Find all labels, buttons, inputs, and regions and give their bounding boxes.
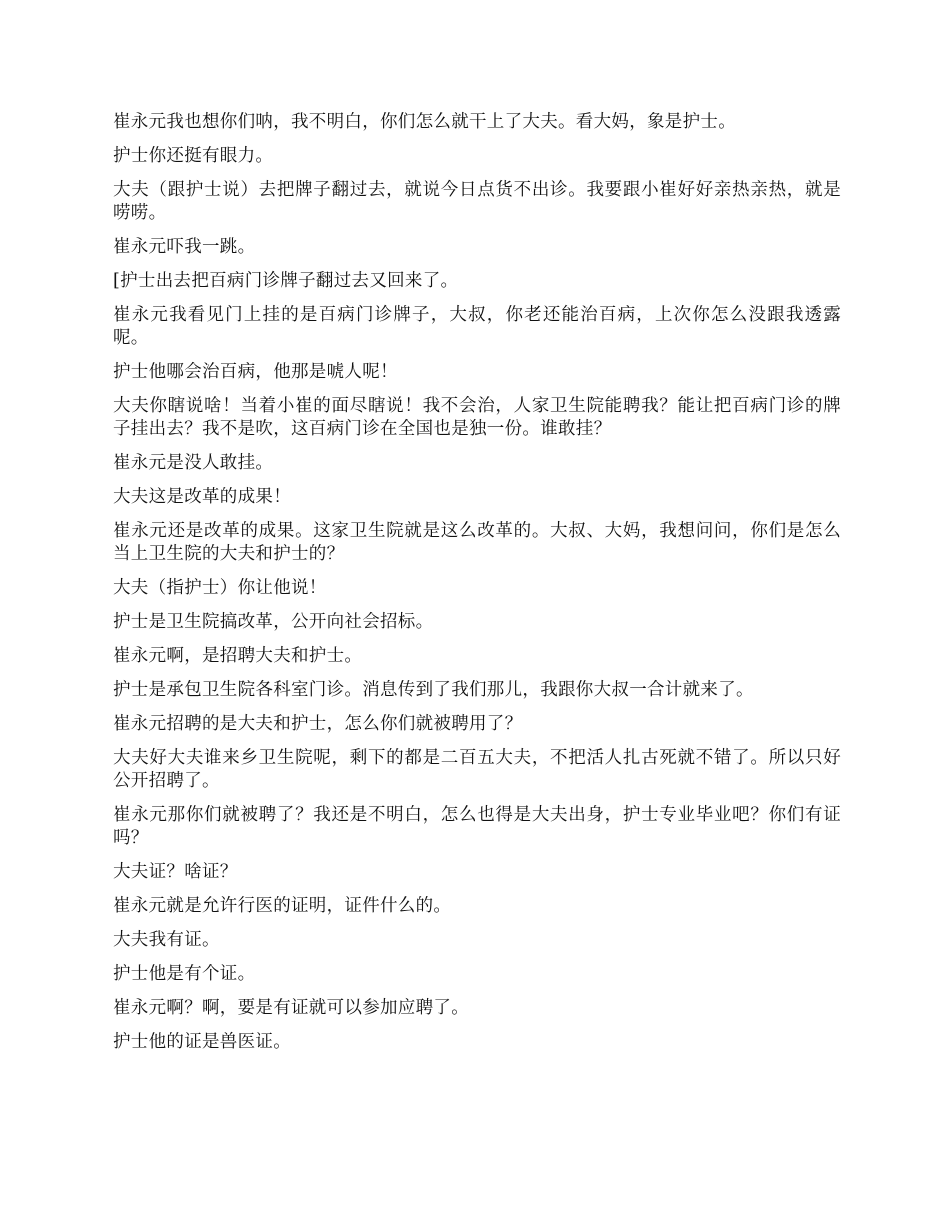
dialogue-line: 护士他哪会治百病，他那是唬人呢！ — [113, 362, 398, 382]
dialogue-line: 大夫证？啥证？ — [113, 862, 238, 882]
dialogue-line: 护士他的证是兽医证。 — [113, 1032, 291, 1052]
dialogue-line: 崔永元我看见门上挂的是百病门诊牌子，大叔，你老还能治百病，上次你怎么没跟我透露呢。 — [113, 305, 841, 348]
dialogue-line: 大夫（指护士）你让他说！ — [113, 578, 327, 598]
dialogue-line: 护士你还挺有眼力。 — [113, 146, 274, 166]
dialogue-line: 大夫好大夫谁来乡卫生院呢，剩下的都是二百五大夫，不把活人扎古死就不错了。所以只好公开招聘了。 — [113, 748, 841, 791]
dialogue-line: 大夫（跟护士说）去把牌子翻过去，就说今日点货不出诊。我要跟小崔好好亲热亲热，就是唠唠。 — [113, 180, 841, 223]
dialogue-line: 崔永元还是改革的成果。这家卫生院就是这么改革的。大叔、大妈，我想问问，你们是怎么当上卫生院的大夫和护士的？ — [113, 521, 841, 564]
dialogue-line: 崔永元啊？啊，要是有证就可以参加应聘了。 — [113, 998, 469, 1018]
dialogue-line: 崔永元啊，是招聘大夫和护士。 — [113, 646, 363, 666]
dialogue-line: 护士是卫生院搞改革，公开向社会招标。 — [113, 612, 434, 632]
dialogue-line: 护士是承包卫生院各科室门诊。消息传到了我们那儿，我跟你大叔一合计就来了。 — [113, 680, 754, 700]
dialogue-line: 护士他是有个证。 — [113, 964, 256, 984]
dialogue-line: 崔永元那你们就被聘了？我还是不明白，怎么也得是大夫出身，护士专业毕业吧？你们有证吗？ — [113, 805, 841, 848]
dialogue-line: 大夫这是改革的成果！ — [113, 487, 291, 507]
dialogue-line: 大夫我有证。 — [113, 930, 220, 950]
dialogue-line: 崔永元吓我一跳。 — [113, 237, 256, 257]
stage-direction: [护士出去把百病门诊牌子翻过去又回来了。 — [113, 271, 459, 291]
dialogue-line: 崔永元招聘的是大夫和护士，怎么你们就被聘用了？ — [113, 714, 523, 734]
dialogue-line: 崔永元就是允许行医的证明，证件什么的。 — [113, 896, 452, 916]
document-page — [113, 111, 841, 1065]
dialogue-line: 崔永元我也想你们呐，我不明白，你们怎么就干上了大夫。看大妈，象是护士。 — [113, 112, 736, 132]
dialogue-line: 大夫你瞎说啥！当着小崔的面尽瞎说！我不会治，人家卫生院能聘我？能让把百病门诊的牌子挂出去？我不是吹，这百病门诊在全国也是独一份。谁敢挂？ — [113, 396, 841, 439]
dialogue-line: 崔永元是没人敢挂。 — [113, 453, 274, 473]
